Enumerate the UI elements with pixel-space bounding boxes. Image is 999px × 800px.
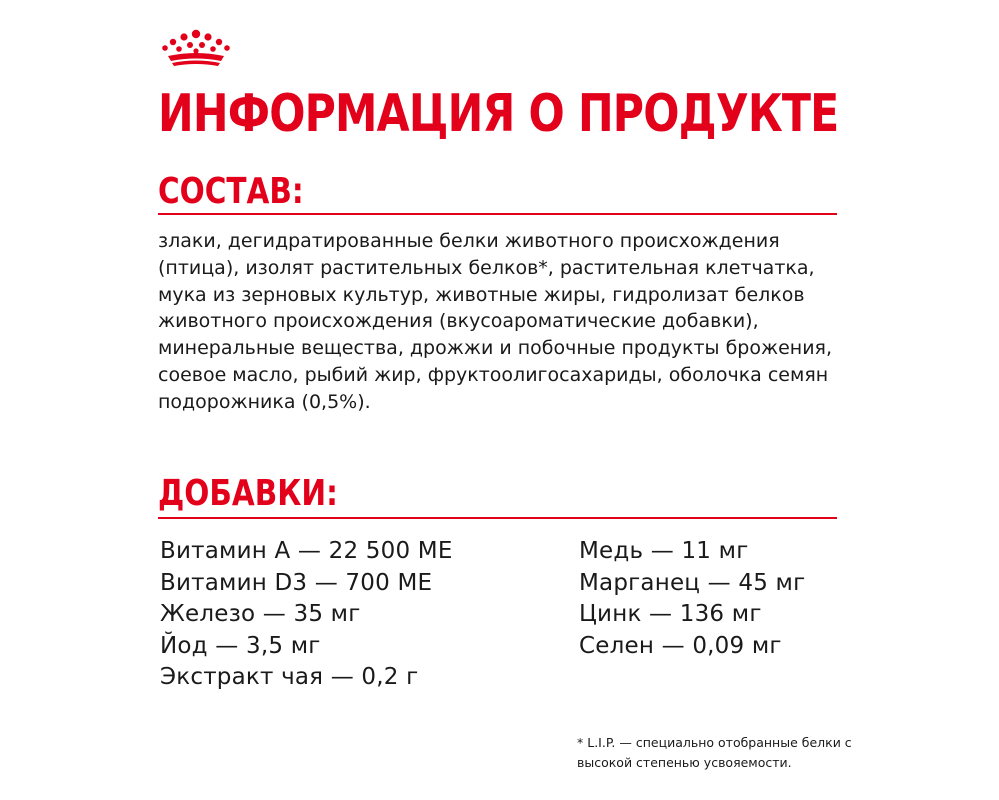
additive-item: Йод — 3,5 мг (160, 632, 321, 659)
composition-text: злаки, дегидратированные белки животного происхождения (птица), изолят растительных белков*, растительная клетчатка, мука из зерновых культур, животные жиры, гидролизат белков животного происхождения (вкусоароматические добавки), минеральные вещества, дрожжи и побочные продукты брожения, соевое масло, рыбий жир, фруктоолигосахариды, оболочка семян подорожника (0,5%). (158, 230, 833, 413)
additives-heading: ДОБАВКИ: (158, 473, 338, 514)
additive-item: Железо — 35 мг (160, 601, 361, 627)
additive-item: Селен — 0,09 мг (579, 632, 782, 659)
additives-list-left (160, 536, 453, 694)
footnote: * L.I.P. — специально отобранные белки с высокой степенью усвояемости. (577, 735, 852, 770)
additive-item: Витамин A — 22 500 МЕ (160, 538, 453, 564)
composition-divider (158, 213, 837, 215)
page-title: ИНФОРМАЦИЯ О ПРОДУКТЕ (158, 84, 839, 144)
crown-icon (160, 28, 232, 68)
additive-item: Экстракт чая — 0,2 г (160, 664, 419, 690)
additive-item: Цинк — 136 мг (579, 601, 762, 627)
composition-heading: СОСТАВ: (158, 171, 304, 212)
additive-item: Медь — 11 мг (579, 538, 749, 564)
additive-item: Витамин D3 — 700 МЕ (160, 569, 433, 596)
additives-divider (158, 517, 837, 519)
additives-list-right (579, 536, 805, 662)
additive-item: Марганец — 45 мг (579, 569, 806, 596)
